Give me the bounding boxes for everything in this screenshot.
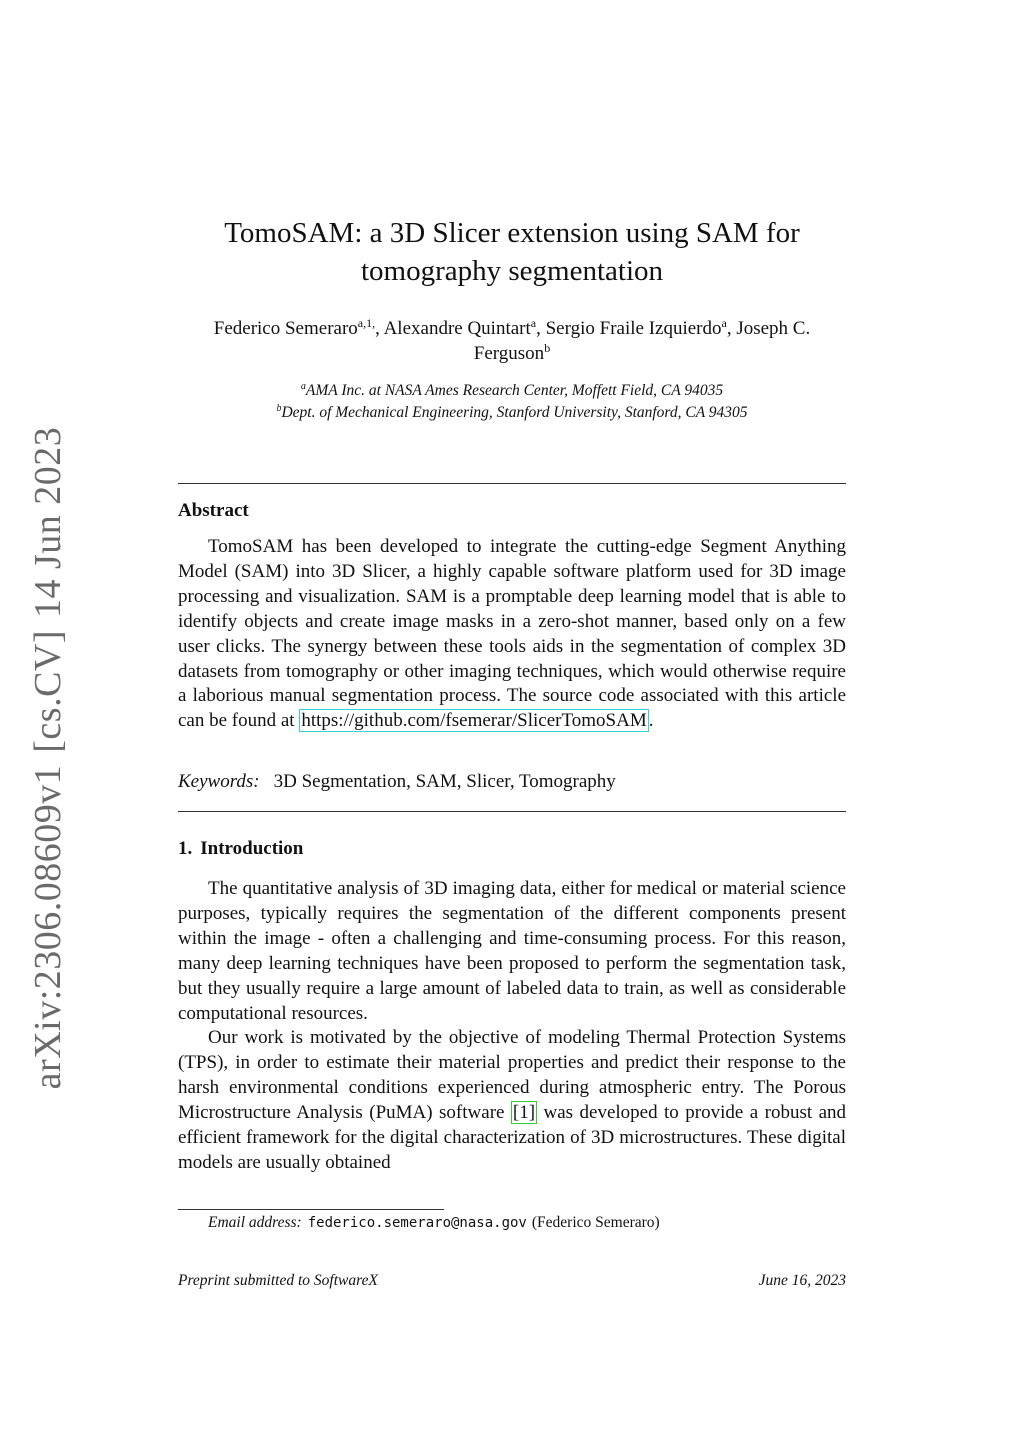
author-list <box>178 316 846 366</box>
arxiv-date: 14 Jun 2023 <box>27 426 69 618</box>
affiliation <box>178 402 846 424</box>
abstract-body <box>178 535 846 734</box>
affiliation-list <box>178 380 846 424</box>
footnote-email[interactable]: federico.semeraro@nasa.gov <box>307 1215 527 1231</box>
author-name: Sergio Fraile Izquierdo <box>545 318 722 339</box>
footnote <box>208 1214 660 1232</box>
affiliation-text: AMA Inc. at NASA Ames Research Center, Moffett Field, CA 94035 <box>305 382 724 399</box>
section-title: Introduction <box>200 838 304 859</box>
introduction-body <box>178 877 846 1176</box>
footer-preprint-note: Preprint submitted to SoftwareX <box>178 1272 378 1289</box>
affiliation-mark: b <box>276 403 282 414</box>
section-heading-introduction <box>178 838 303 860</box>
source-code-link[interactable]: https://github.com/fsemerar/SlicerTomoSAM <box>301 710 647 732</box>
footnote-rule <box>178 1209 444 1210</box>
footer-date: June 16, 2023 <box>758 1272 846 1289</box>
author-name: Joseph C. Ferguson <box>473 318 811 364</box>
footnote-author: (Federico Semeraro) <box>531 1214 660 1231</box>
title-line-1: TomoSAM: a 3D Slicer extension using SAM for <box>224 217 800 249</box>
arxiv-id: arXiv:2306.08609v1 <box>27 764 69 1090</box>
keywords-value: 3D Segmentation, SAM, Slicer, Tomography <box>273 771 616 792</box>
author-affil-mark: a <box>721 316 727 330</box>
keywords-line <box>178 771 846 793</box>
affiliation <box>178 380 846 402</box>
author-separator: , <box>375 318 384 339</box>
author-separator: , <box>726 318 737 339</box>
section-number: 1. <box>178 838 193 859</box>
intro-paragraph-2-text: Our work is motivated by the objective of modeling Thermal Protection Systems (TPS), in order to estimate their material properties and predict their response to the harsh environmental conditions experienced during atmospheric entry. The Porous Microstructure Analysis (PuMA) software <box>178 1027 846 1124</box>
footnote-label: Email address: <box>208 1214 302 1231</box>
abstract-heading: Abstract <box>178 500 249 521</box>
author-affil-mark: a <box>530 316 537 330</box>
author-separator: , <box>536 318 546 339</box>
intro-paragraph-2-text-end: was developed to provide a robust and efficient framework for the digital characterization of 3D microstructures. These digital models are usually obtained <box>178 1102 847 1173</box>
author-name: Alexandre Quintart <box>383 318 531 339</box>
arxiv-category: [cs.CV] <box>27 629 69 753</box>
intro-paragraph-2 <box>178 1026 846 1175</box>
title-line-2: tomography segmentation <box>360 255 664 287</box>
abstract-text-end: . <box>648 710 654 732</box>
author-affil-mark: a,1, <box>357 316 376 330</box>
author-name: Federico Semeraro <box>213 318 358 339</box>
citation-link[interactable]: [1] <box>512 1102 536 1124</box>
abstract-text: TomoSAM has been developed to integrate the cutting-edge Segment Anything Model (SAM) into 3D Slicer, a highly capable software platform used for 3D image processing and visualization. SAM is a promptable deep learning model that is able to identify objects and create image masks in a zero-shot manner, based only on a few user clicks. The synergy between these tools aids in the segmentation of complex 3D datasets from tomography or other imaging techniques, which would otherwise require a laborious manual segmentation process. The source code associated with this article can be found at <box>178 536 846 732</box>
abstract-top-rule <box>178 483 846 484</box>
affiliation-text: Dept. of Mechanical Engineering, Stanford University, Stanford, CA 94305 <box>281 404 748 421</box>
abstract-paragraph <box>178 535 846 734</box>
affiliation-mark: a <box>300 381 306 392</box>
intro-paragraph-1: The quantitative analysis of 3D imaging data, either for medical or material science purposes, typically requires the segmentation of the different components present within the image - often a challenging and time-consuming process. For this reason, many deep learning techniques have been proposed to perform the segmentation task, but they usually require a large amount of labeled data to train, as well as considerable computational resources. <box>178 878 846 1024</box>
author-affil-mark: b <box>544 341 551 355</box>
arxiv-side-stamp <box>26 415 70 1090</box>
keywords-label: Keywords: <box>178 771 260 792</box>
abstract-bottom-rule <box>178 811 846 812</box>
paper-title <box>178 214 846 290</box>
